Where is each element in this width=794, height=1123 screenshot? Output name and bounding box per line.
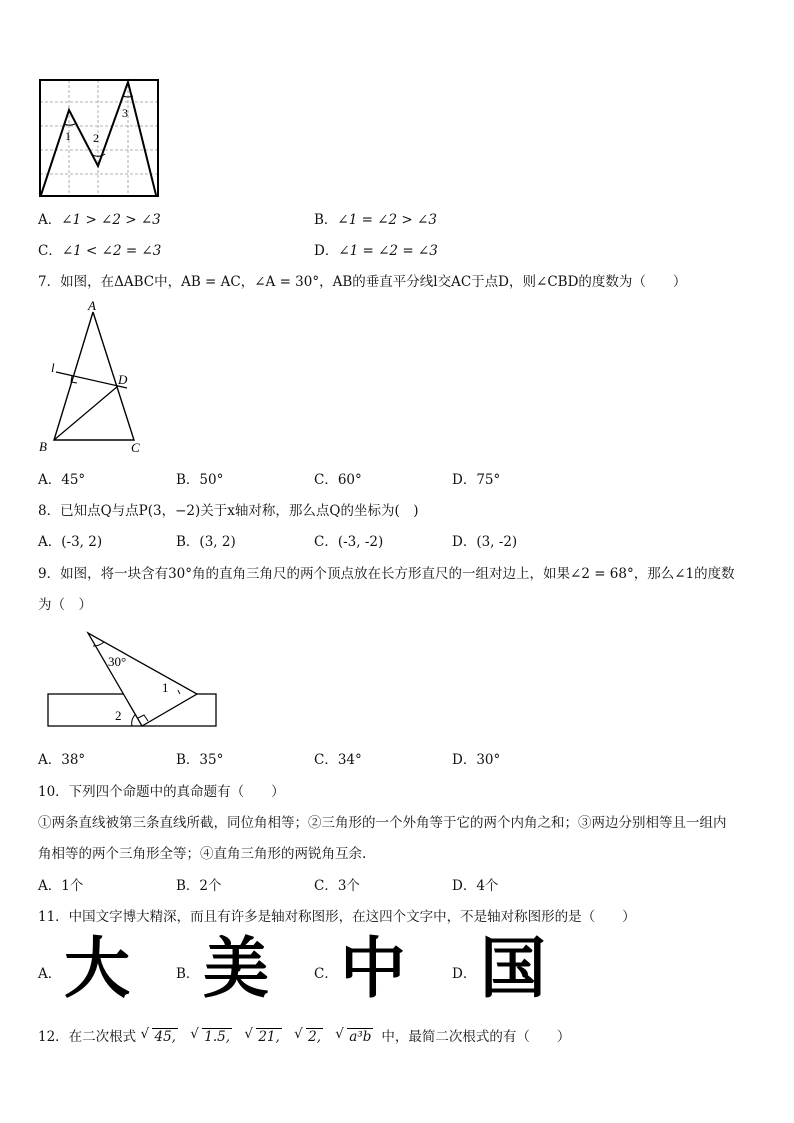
q11-option-d-letter[interactable]: D． xyxy=(452,966,477,982)
q7-option-c[interactable] xyxy=(314,468,362,488)
q6-option-a-text: ∠1 > ∠2 > ∠3 xyxy=(61,212,161,228)
q12-radicand-4: 2, xyxy=(308,1029,321,1045)
q12-stem xyxy=(38,1025,570,1045)
q6-option-d[interactable] xyxy=(314,239,438,259)
q9-option-d[interactable] xyxy=(452,748,500,768)
q10-body-line2: 角相等的两个三角形全等；④直角三角形的两锐角互余. xyxy=(38,846,367,862)
q7-figure xyxy=(36,298,148,458)
q7-option-c-letter: C． xyxy=(314,472,338,488)
q6-figure xyxy=(38,78,162,198)
q8-option-b[interactable] xyxy=(176,530,236,550)
q8-option-d-text: (3, -2) xyxy=(476,534,518,550)
q7-option-d-letter: D． xyxy=(452,472,477,488)
q7-stem: 7．如图，在ΔABC中，AB = AC，∠A = 30°，AB的垂直平分线l交AC于点D，则∠CBD的度数为（ ） xyxy=(38,274,687,290)
q12-suffix: 中，最简二次根式的有（ ） xyxy=(381,1029,571,1045)
q9-figure xyxy=(44,628,224,732)
q12-radical-4: √ 2, xyxy=(294,1026,321,1045)
q10-option-a-letter: A． xyxy=(38,878,62,894)
q8-stem: 8．已知点Q与点P(3，−2)关于x轴对称，那么点Q的坐标为( ) xyxy=(38,503,419,519)
q11-option-c-letter[interactable]: C． xyxy=(314,966,338,982)
q9-option-c[interactable] xyxy=(314,748,362,768)
q9-set-square xyxy=(88,633,197,726)
q6-option-b-letter: B． xyxy=(314,212,338,228)
q9-option-b-letter: B． xyxy=(176,752,200,768)
q6-option-c-letter: C． xyxy=(38,243,62,259)
q8-option-c-letter: C． xyxy=(314,534,338,550)
q7-option-b-text: 50° xyxy=(199,472,224,488)
q12-radicand-5: a³b xyxy=(349,1029,372,1045)
q7-label-l: l xyxy=(51,360,55,375)
q11-stem: 11．中国文字博大精深，而且有许多是轴对称图形，在这四个文字中，不是轴对称图形的是（ ） xyxy=(38,909,636,925)
q8-option-c-text: (-3, -2) xyxy=(337,534,384,550)
q7-option-d[interactable] xyxy=(452,468,500,488)
q12-radicand-1: 45, xyxy=(154,1029,176,1045)
q8-option-c[interactable] xyxy=(314,530,383,550)
q9-option-c-text: 34° xyxy=(337,752,362,768)
q12-radical-1: √ 45, xyxy=(140,1026,176,1045)
q10-option-c-text: 3个 xyxy=(337,878,360,894)
q11-option-b-letter[interactable]: B． xyxy=(176,966,200,982)
q10-option-b-letter: B． xyxy=(176,878,200,894)
q12-radical-2: √ 1.5, xyxy=(190,1026,231,1045)
q10-option-d-letter: D． xyxy=(452,878,477,894)
q8-option-b-text: (3, 2) xyxy=(199,534,236,550)
q10-option-d-text: 4个 xyxy=(476,878,499,894)
q10-option-b-text: 2个 xyxy=(199,878,222,894)
q9-option-b-text: 35° xyxy=(199,752,224,768)
q7-option-d-text: 75° xyxy=(476,472,501,488)
q10-body-line1: ①两条直线被第三条直线所截，同位角相等；②三角形的一个外角等于它的两个内角之和；③两边分别相等且一组内 xyxy=(38,815,727,831)
q10-option-c-letter: C． xyxy=(314,878,338,894)
q9-option-c-letter: C． xyxy=(314,752,338,768)
q12-radicand-3: 21, xyxy=(258,1029,280,1045)
q7-option-a-letter: A． xyxy=(38,472,62,488)
q6-option-d-text: ∠1 = ∠2 = ∠3 xyxy=(338,243,438,259)
q8-option-d[interactable] xyxy=(452,530,517,550)
q10-option-a-text: 1个 xyxy=(61,878,84,894)
q7-label-b: B xyxy=(39,439,47,454)
q8-option-d-letter: D． xyxy=(452,534,477,550)
q9-option-a-text: 38° xyxy=(61,752,86,768)
q6-border xyxy=(40,80,158,196)
q6-option-d-letter: D． xyxy=(314,243,339,259)
q8-option-a-letter: A． xyxy=(38,534,62,550)
q6-option-a[interactable] xyxy=(38,208,161,228)
q6-angle1-arc xyxy=(64,124,75,125)
q6-grid xyxy=(40,80,158,196)
q6-option-b-text: ∠1 = ∠2 > ∠3 xyxy=(337,212,437,228)
q8-option-a[interactable] xyxy=(38,530,102,550)
q9-option-d-text: 30° xyxy=(476,752,501,768)
q9-stem-line2: 为（ ） xyxy=(38,597,92,613)
q12-prefix: 12．在二次根式 xyxy=(38,1029,137,1045)
q7-line-l xyxy=(56,372,127,388)
q9-option-a-letter: A． xyxy=(38,752,62,768)
q9-label-1: 1 xyxy=(162,680,169,695)
q11-option-d-char[interactable]: 国 xyxy=(480,930,546,1007)
q6-option-a-letter: A． xyxy=(38,212,62,228)
q7-option-b[interactable] xyxy=(176,468,223,488)
q10-option-c[interactable] xyxy=(314,874,360,894)
q10-option-b[interactable] xyxy=(176,874,222,894)
q7-option-c-text: 60° xyxy=(337,472,362,488)
q8-option-b-letter: B． xyxy=(176,534,200,550)
q6-option-b[interactable] xyxy=(314,208,437,228)
q6-label-3: 3 xyxy=(122,106,128,120)
q9-option-a[interactable] xyxy=(38,748,85,768)
q9-label-2: 2 xyxy=(115,708,122,723)
q10-stem: 10．下列四个命题中的真命题有（ ） xyxy=(38,784,285,800)
q11-option-c-char[interactable]: 中 xyxy=(340,930,406,1007)
q10-option-d[interactable] xyxy=(452,874,498,894)
q9-label-30: 30° xyxy=(108,654,127,669)
q6-option-c[interactable] xyxy=(38,239,161,259)
q10-option-a[interactable] xyxy=(38,874,83,894)
q7-option-a[interactable] xyxy=(38,468,85,488)
q7-label-d: D xyxy=(118,372,128,387)
q7-label-c: C xyxy=(131,440,140,455)
q9-option-b[interactable] xyxy=(176,748,223,768)
q8-option-a-text: (-3, 2) xyxy=(61,534,103,550)
q7-option-a-text: 45° xyxy=(61,472,86,488)
q6-label-2: 2 xyxy=(93,131,99,145)
q6-option-c-text: ∠1 < ∠2 = ∠3 xyxy=(61,243,162,259)
q12-radical-3: √ 21, xyxy=(244,1026,280,1045)
q7-option-b-letter: B． xyxy=(176,472,200,488)
q12-radical-5: √ a³b xyxy=(335,1026,372,1045)
q9-stem-line1: 9．如图，将一块含有30°角的直角三角尺的两个顶点放在长方形直尺的一组对边上，如果∠2 = 68°，那么∠1的度数 xyxy=(38,566,735,582)
q11-option-a-char[interactable]: 大 xyxy=(64,930,130,1007)
q12-radicand-2: 1.5, xyxy=(204,1029,231,1045)
q11-option-a-letter[interactable]: A． xyxy=(38,966,62,982)
q6-label-1: 1 xyxy=(65,129,71,143)
q9-option-d-letter: D． xyxy=(452,752,477,768)
q7-segment-bd xyxy=(54,386,118,440)
q7-label-a: A xyxy=(88,298,96,313)
q11-option-b-char[interactable]: 美 xyxy=(203,930,269,1007)
